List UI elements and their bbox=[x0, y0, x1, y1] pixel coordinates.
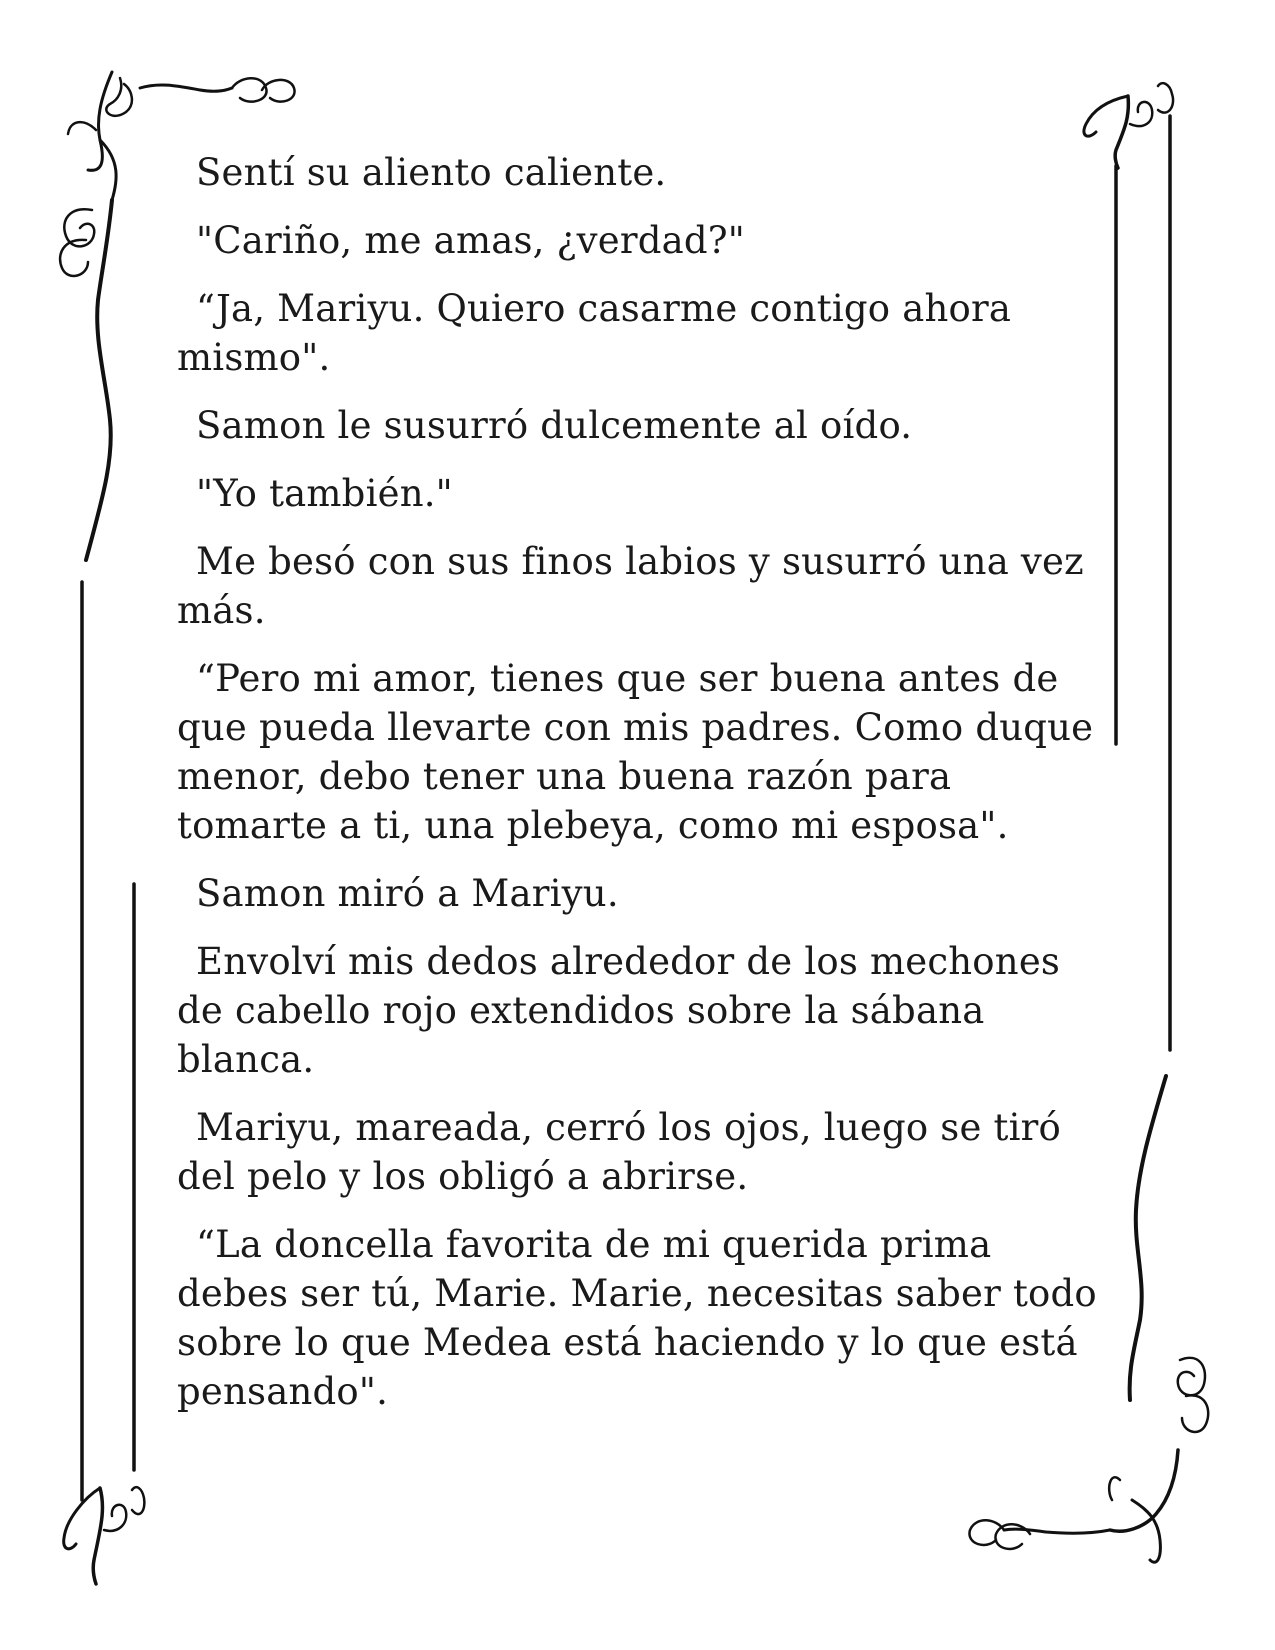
page-body bbox=[177, 148, 1107, 1435]
paragraph: Sentí su aliento caliente. bbox=[196, 151, 667, 194]
paragraph: "Cariño, me amas, ¿verdad?" bbox=[196, 219, 745, 262]
paragraph: “Pero mi amor, tienes que ser buena antes de que pueda llevarte con mis padres. Como duque menor, debo tener una buena razón para tomarte a ti, una plebeya, como mi esposa". bbox=[177, 657, 1094, 847]
paragraph: “Ja, Mariyu. Quiero casarme contigo ahora mismo". bbox=[177, 287, 1012, 379]
paragraph: Samon le susurró dulcemente al oído. bbox=[196, 404, 913, 447]
paragraph: Envolví mis dedos alrededor de los mechones de cabello rojo extendidos sobre la sábana blanca. bbox=[177, 940, 1061, 1081]
paragraph: Samon miró a Mariyu. bbox=[196, 872, 619, 915]
paragraph: "Yo también." bbox=[196, 472, 453, 515]
paragraph: “La doncella favorita de mi querida prima debes ser tú, Marie. Marie, necesitas saber todo sobre lo que Medea está haciendo y lo que está pensando". bbox=[177, 1223, 1097, 1413]
flourish-bottom-left-icon bbox=[64, 1487, 145, 1584]
paragraph: Mariyu, mareada, cerró los ojos, luego se tiró del pelo y los obligó a abrirse. bbox=[177, 1106, 1061, 1198]
paragraph: Me besó con sus finos labios y susurró una vez más. bbox=[177, 540, 1084, 632]
